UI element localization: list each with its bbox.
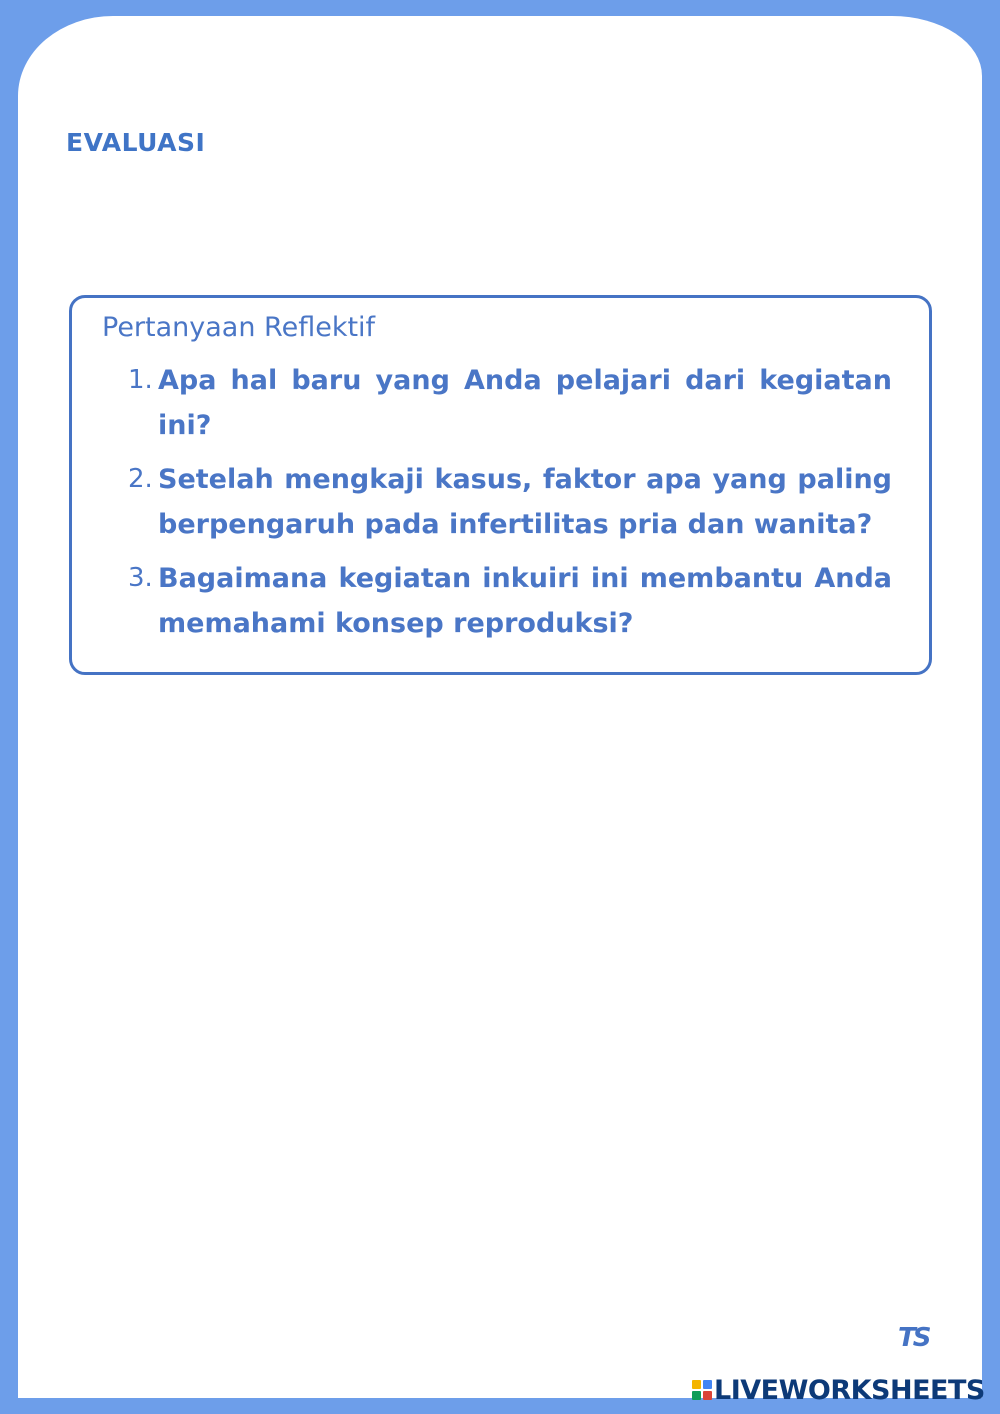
- question-item: [128, 556, 892, 646]
- liveworksheets-logo[interactable]: [692, 1375, 985, 1405]
- ts-logo: TS: [898, 1323, 929, 1353]
- liveworksheets-logo-icon: [692, 1380, 712, 1400]
- reflection-title: Pertanyaan Reflektif: [102, 312, 376, 343]
- question-number: 3.: [128, 563, 153, 593]
- question-list: [128, 358, 892, 655]
- question-text: Setelah mengkaji kasus, faktor apa yang paling berpengaruh pada infertilitas pria dan wanita?: [158, 464, 892, 540]
- question-text: Apa hal baru yang Anda pelajari dari kegiatan ini?: [158, 365, 892, 441]
- worksheet-page: [18, 16, 982, 1398]
- question-text: Bagaimana kegiatan inkuiri ini membantu Anda memahami konsep reproduksi?: [158, 563, 892, 639]
- question-item: [128, 457, 892, 547]
- question-number: 2.: [128, 464, 153, 494]
- reflection-box: [69, 295, 932, 675]
- liveworksheets-brand-text: LIVEWORKSHEETS: [714, 1374, 985, 1406]
- page-title: EVALUASI: [66, 128, 206, 157]
- question-number: 1.: [128, 365, 153, 395]
- question-item: [128, 358, 892, 448]
